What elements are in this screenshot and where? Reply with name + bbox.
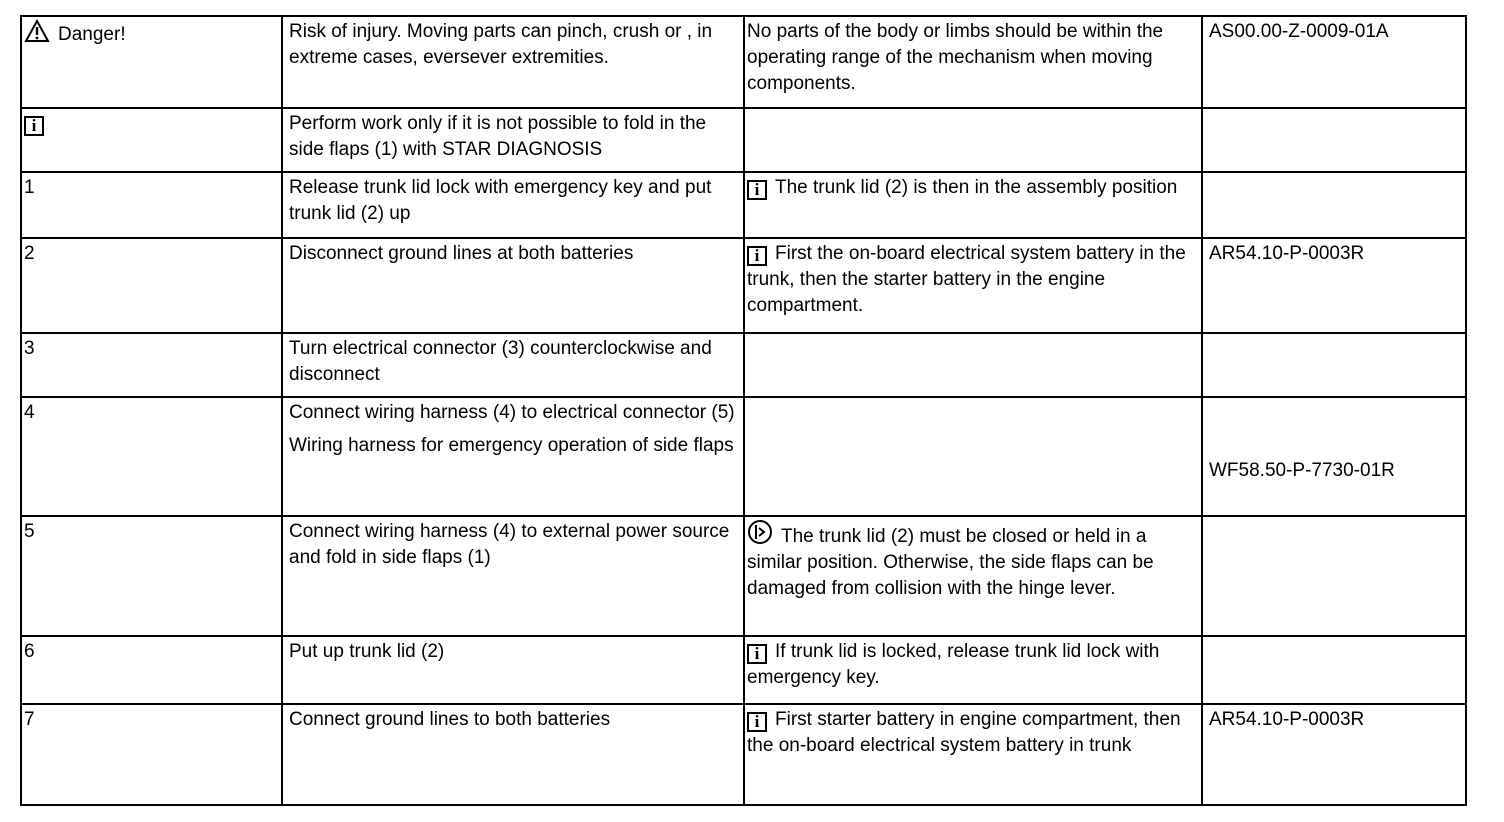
warning-triangle-icon	[24, 19, 50, 43]
table-row	[21, 704, 1466, 805]
reference-link[interactable]: AR54.10-P-0003R	[1202, 238, 1466, 333]
action-cell	[282, 397, 744, 516]
action-cell: Release trunk lid lock with emergency key and put trunk lid (2) up	[282, 172, 744, 238]
reference-cell	[1202, 636, 1466, 704]
note-text: The trunk lid (2) is then in the assembly position	[775, 177, 1178, 198]
action-cell: Connect wiring harness (4) to external power source and fold in side flaps (1)	[282, 516, 744, 636]
action-cell: Risk of injury. Moving parts can pinch, crush or , in extreme cases, eversever extremities.	[282, 16, 744, 108]
note-cell	[744, 397, 1202, 516]
table-row	[21, 333, 1466, 397]
notice-icon	[747, 519, 773, 545]
action-cell: Perform work only if it is not possible to fold in the side flaps (1) with STAR DIAGNOSIS	[282, 108, 744, 172]
table-row	[21, 636, 1466, 704]
note-cell	[744, 172, 1202, 238]
step-number: 6	[21, 636, 282, 704]
step-number: 5	[21, 516, 282, 636]
note-text: If trunk lid is locked, release trunk lid lock with emergency key.	[747, 641, 1160, 688]
info-icon: i	[747, 712, 767, 732]
info-icon: i	[747, 644, 767, 664]
reference-link[interactable]: WF58.50-P-7730-01R	[1209, 460, 1395, 481]
note-cell: No parts of the body or limbs should be within the operating range of the mechanism when moving components.	[744, 16, 1202, 108]
reference-cell	[1202, 333, 1466, 397]
note-cell	[744, 238, 1202, 333]
step-number: 4	[21, 397, 282, 516]
reference-link[interactable]: AS00.00-Z-0009-01A	[1202, 16, 1466, 108]
action-cell: Put up trunk lid (2)	[282, 636, 744, 704]
info-icon: i	[747, 180, 767, 200]
note-cell	[744, 516, 1202, 636]
reference-cell	[1202, 516, 1466, 636]
action-cell: Disconnect ground lines at both batteries	[282, 238, 744, 333]
table-row	[21, 397, 1466, 516]
note-cell	[744, 636, 1202, 704]
step-cell	[21, 16, 282, 108]
note-text: The trunk lid (2) must be closed or held in a similar position. Otherwise, the side flaps can be damaged from collision with the hinge lever.	[747, 526, 1154, 599]
note-text: First the on-board electrical system battery in the trunk, then the starter battery in the engine compartment.	[747, 243, 1186, 316]
info-icon: i	[24, 116, 44, 136]
step-number: 3	[21, 333, 282, 397]
table-row	[21, 16, 1466, 108]
action-subtext: Wiring harness for emergency operation of side flaps	[289, 435, 734, 456]
step-number: 1	[21, 172, 282, 238]
step-cell	[21, 108, 282, 172]
note-cell	[744, 333, 1202, 397]
reference-cell	[1202, 108, 1466, 172]
table-row	[21, 172, 1466, 238]
info-icon: i	[747, 246, 767, 266]
note-cell	[744, 108, 1202, 172]
table-row	[21, 516, 1466, 636]
action-cell: Connect ground lines to both batteries	[282, 704, 744, 805]
reference-cell	[1202, 397, 1466, 516]
table-row	[21, 238, 1466, 333]
step-number: 2	[21, 238, 282, 333]
note-text: First starter battery in engine compartment, then the on-board electrical system battery in trunk	[747, 709, 1181, 756]
danger-label: Danger!	[58, 24, 126, 45]
table-row	[21, 108, 1466, 172]
reference-cell	[1202, 172, 1466, 238]
reference-link[interactable]: AR54.10-P-0003R	[1202, 704, 1466, 805]
note-cell	[744, 704, 1202, 805]
step-number: 7	[21, 704, 282, 805]
action-cell: Turn electrical connector (3) counterclockwise and disconnect	[282, 333, 744, 397]
procedure-table	[20, 15, 1467, 806]
action-text: Connect wiring harness (4) to electrical connector (5)	[289, 402, 735, 423]
